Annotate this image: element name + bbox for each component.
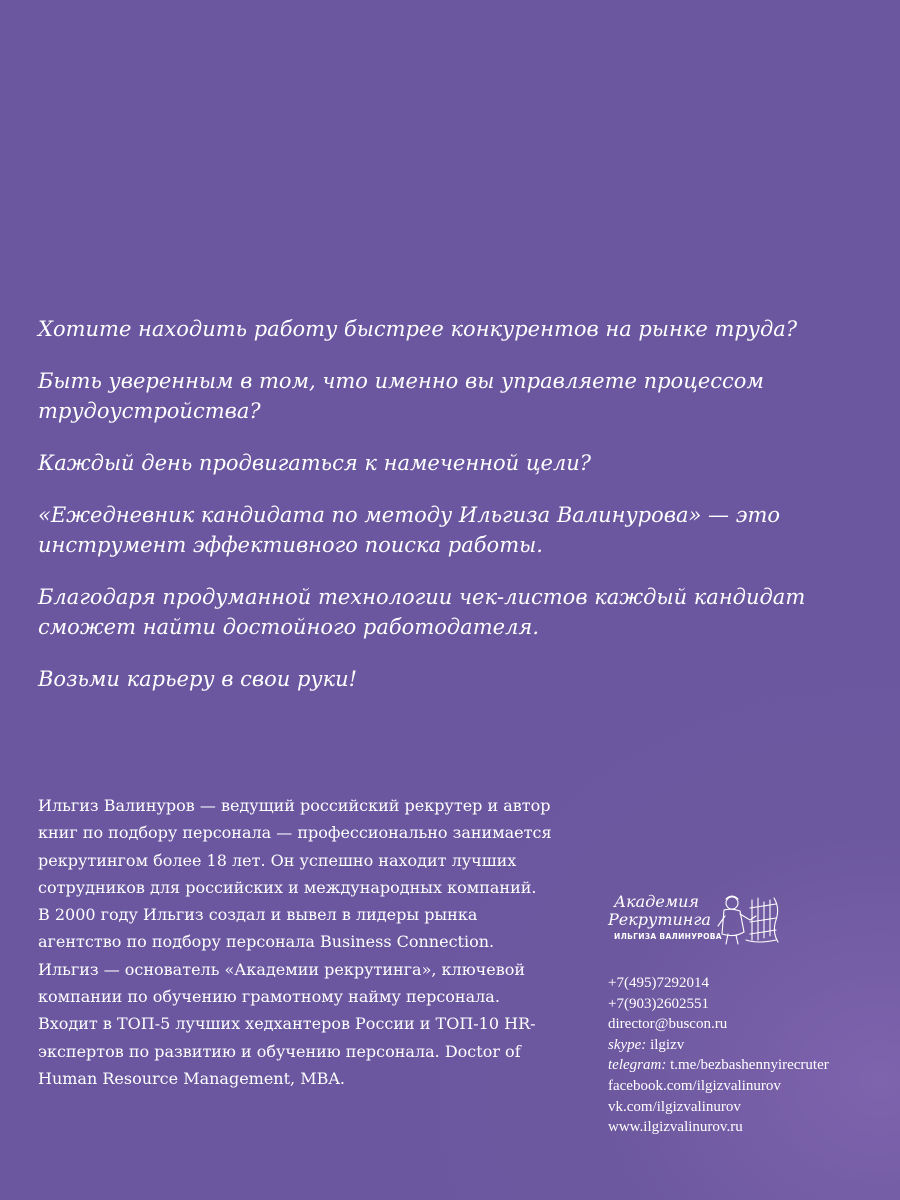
logo-line-1: Академия xyxy=(614,892,699,911)
promo-question-2: Быть уверенным в том, что именно вы управляете процессом трудоустройства? xyxy=(38,369,764,423)
skype xyxy=(608,1035,898,1056)
skype-label: skype: xyxy=(608,1036,647,1053)
skype-value: ilgizv xyxy=(650,1036,685,1053)
contacts xyxy=(608,973,898,1138)
recruiter-figure-icon xyxy=(710,894,782,946)
promo-question-3: Каждый день продвигаться к намеченной цели? xyxy=(38,451,592,475)
bio-paragraph-1: Ильгиз Валинуров — ведущий российский рекрутер и автор книг по подбору персонала — профессионально занимается рекрутингом более 18 лет. Он успешно находит лучших сотрудников для российских и международных компаний. xyxy=(38,796,552,897)
promo-statement: «Ежедневник кандидата по методу Ильгиза Валинурова» — это инструмент эффективного поиска работы. xyxy=(38,503,781,557)
telegram-value: t.me/bezbashennyirecruter xyxy=(670,1057,829,1074)
author-bio xyxy=(38,792,558,1092)
promo-text xyxy=(38,314,868,716)
phone-1: +7(495)7292014 xyxy=(608,975,709,991)
logo-line-2: Рекрутинга xyxy=(608,910,711,929)
website: www.ilgizvalinurov.ru xyxy=(608,1119,743,1136)
facebook: facebook.com/ilgizvalinurov xyxy=(608,1077,781,1094)
promo-question-1: Хотите находить работу быстрее конкурентов на рынке труда? xyxy=(38,317,798,341)
promo-call-to-action: Возьми карьеру в свои руки! xyxy=(38,667,358,691)
telegram xyxy=(608,1055,898,1076)
logo-subtitle: ИЛЬГИЗА ВАЛИНУРОВА xyxy=(614,932,722,941)
telegram-label: telegram: xyxy=(608,1057,667,1074)
bio-paragraph-2: В 2000 году Ильгиз создал и вывел в лидеры рынка агентство по подбору персонала Business Connection. Ильгиз — основатель «Академии рекрутинга», ключевой компании по обучению грамотному найму персонала. Входит в ТОП-5 лучших хедхантеров России и ТОП-10 HR-экспертов по развитию и обучению персонала. Doctor of Human Resource Management, MBA. xyxy=(38,905,536,1088)
promo-benefit: Благодаря продуманной технологии чек-листов каждый кандидат сможет найти достойного работодателя. xyxy=(38,585,806,639)
email: director@buscon.ru xyxy=(608,1016,728,1033)
phone-2: +7(903)2602551 xyxy=(608,995,709,1012)
vk: vk.com/ilgizvalinurov xyxy=(608,1098,741,1115)
academy-logo xyxy=(606,894,782,946)
